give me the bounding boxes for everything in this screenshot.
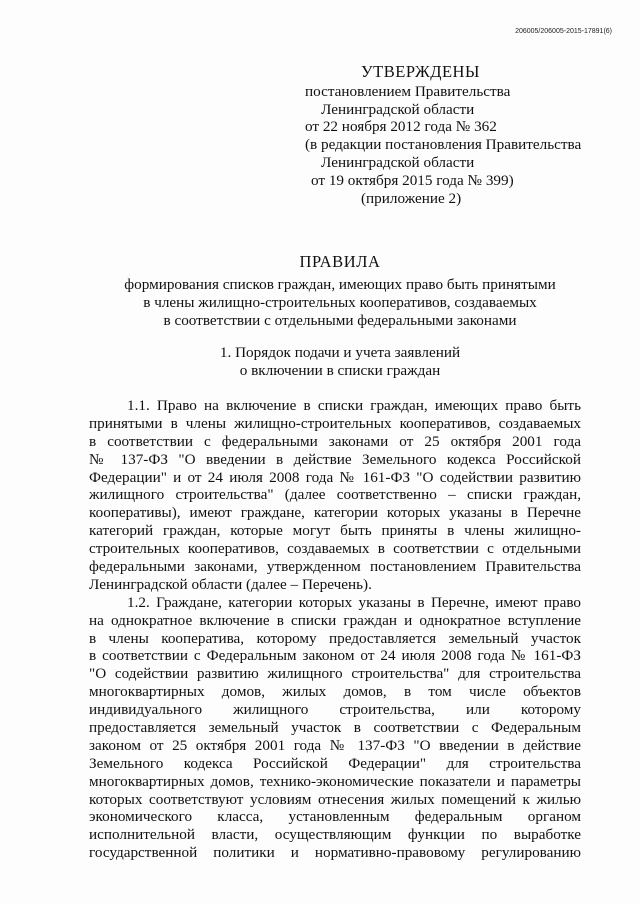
paragraph-line: Федерации" и от 24 июля 2008 года № 161-ФЗ "О содействии развитию — [89, 468, 581, 486]
approval-line: от 19 октября 2015 года № 399) — [311, 171, 514, 189]
document-title — [60, 252, 620, 330]
paragraph-line: многоквартирных домов, технико-экономические показатели и параметры — [89, 772, 581, 790]
title-subline: формирования списков граждан, имеющих право быть принятыми — [124, 276, 556, 293]
paragraph-line: экономического класса, установленным федеральным органом — [89, 808, 581, 826]
paragraph-line: предоставляется земельный участок в соответствии с Федеральным — [89, 719, 581, 737]
title-subline: в соответствии с отдельными федеральными законами — [163, 312, 517, 329]
paragraph-line: исполнительной власти, осуществляющим функции по выработке — [89, 826, 581, 844]
approval-line: от 22 ноября 2012 года № 362 — [305, 118, 497, 136]
approval-line: (приложение 2) — [361, 189, 462, 207]
paragraph-line: законом от 25 октября 2001 года № 137-ФЗ "О введении в действие — [89, 736, 581, 754]
document-body — [89, 397, 581, 862]
paragraph-line: государственной политики и нормативно-правовому регулированию — [89, 844, 581, 862]
paragraph-line: № 137-ФЗ "О введении в действие Земельного кодекса Российской — [89, 450, 581, 468]
paragraph-line: принятыми в члены жилищно-строительных кооперативов, создаваемых — [89, 414, 581, 432]
approval-heading: УТВЕРЖДЕНЫ — [361, 62, 480, 81]
paragraph-line: 1.2. Граждане, категории которых указаны в Перечне, имеют право — [127, 593, 581, 611]
approval-line: Ленинградской области — [321, 153, 475, 171]
approval-line: (в редакции постановления Правительства — [305, 136, 582, 154]
section-heading — [90, 344, 590, 380]
title-main: ПРАВИЛА — [299, 252, 381, 271]
paragraph-line: которых соответствуют условиям отнесения жилых помещений к жилью — [89, 790, 581, 808]
approval-line: Ленинградской области — [321, 100, 475, 118]
section-heading-line: о включении в списки граждан — [239, 362, 441, 379]
paragraph-line: Земельного кодекса Российской Федерации" для строительства — [89, 754, 581, 772]
paragraph-line: категорий граждан, которые могут быть приняты в члены жилищно- — [89, 522, 581, 540]
paragraph-line: в соответствии с федеральными законами от 25 октября 2001 года — [89, 432, 581, 450]
paragraph-line: строительных кооперативов, создаваемых в соответствии с отдельными — [89, 540, 581, 558]
paragraph-line: в члены кооператива, которому предоставляется земельный участок — [89, 629, 581, 647]
paragraph-line: федеральными законами, утвержденном постановлением Правительства — [89, 558, 581, 576]
paragraph-line: индивидуального жилищного строительства, или которому — [89, 701, 581, 719]
document-id: 206005/206005-2015-17891(6) — [515, 28, 612, 35]
paragraph-line: 1.1. Право на включение в списки граждан, имеющих право быть — [127, 397, 581, 414]
title-subline: в члены жилищно-строительных кооперативов, создаваемых — [143, 294, 537, 311]
approval-stamp — [305, 63, 625, 207]
approval-line: постановлением Правительства — [305, 82, 511, 100]
paragraph-line: Ленинградской области (далее – Перечень). — [89, 575, 372, 593]
paragraph-line: "О содействии развитию жилищного строительства" для строительства — [89, 665, 581, 683]
paragraph-line: в соответствии с Федеральным законом от 24 июля 2008 года № 161-ФЗ — [89, 647, 581, 665]
section-heading-line: 1. Порядок подачи и учета заявлений — [219, 344, 461, 361]
paragraph-line: кооперативы), имеют граждане, категории которых указаны в Перечне — [89, 504, 581, 522]
paragraph-line: на однократное включение в списки граждан и однократное вступление — [89, 611, 581, 629]
paragraph-line: многоквартирных домов, жилых домов, в том числе объектов — [89, 683, 581, 701]
paragraph-line: жилищного строительства" (далее соответственно – списки граждан, — [89, 486, 581, 504]
